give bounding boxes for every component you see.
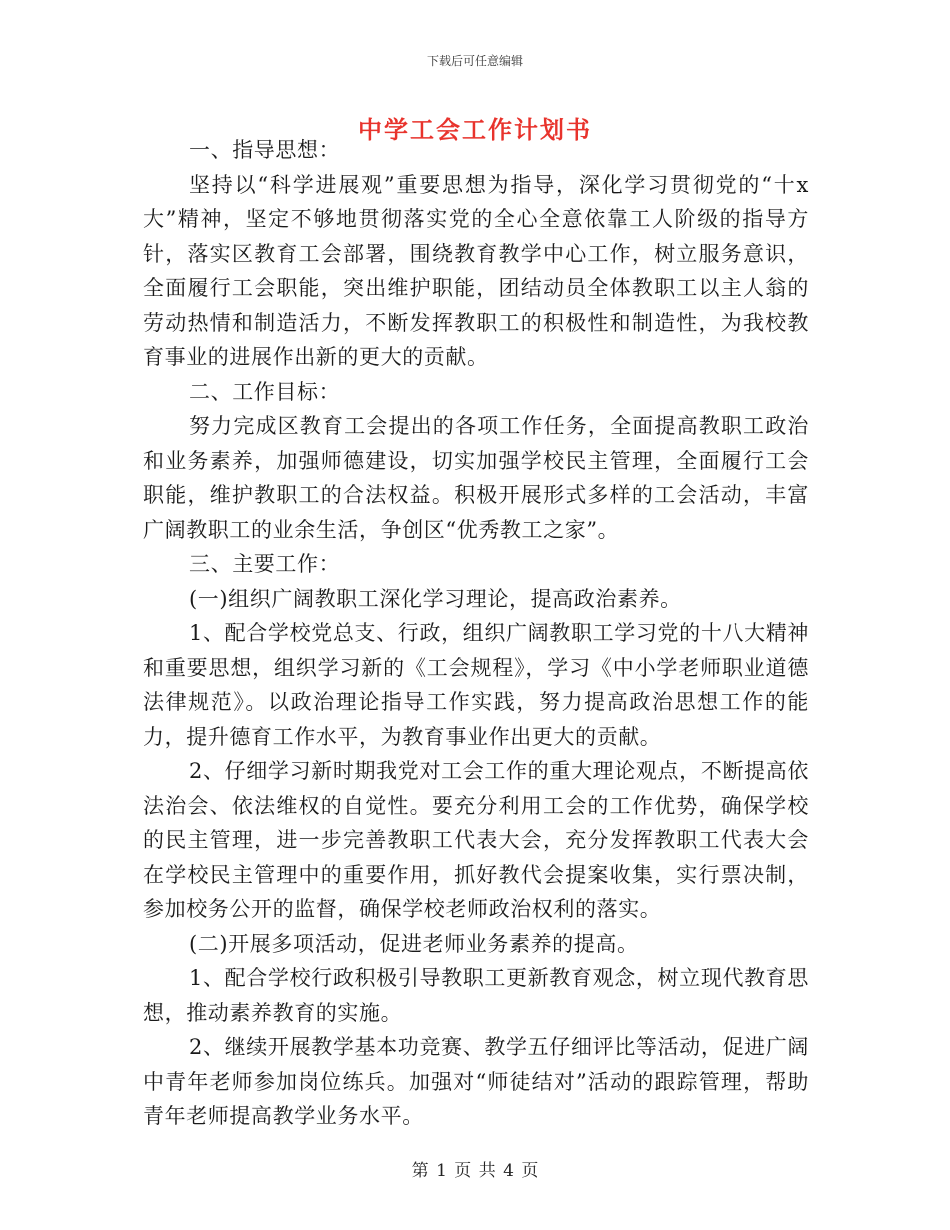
paragraph-theory-study-2: 2、仔细学习新时期我党对工会工作的重大理论观点，不断提高依法治会、依法维权的自觉性。要充分利用工会的工作优势，确保学校的民主管理，进一步完善教职工代表大会，充分发挥教职工代表大会在学校民主管理中的重要作用，抓好教代会提案收集，实行票决制，参加校务公开的监督，确保学校老师政治权利的落实。 <box>143 759 809 921</box>
paragraph-work-goals: 努力完成区教育工会提出的各项工作任务，全面提高教职工政治和业务素养，加强师德建设，切实加强学校民主管理，全面履行工会职能，维护教职工的合法权益。积极开展形式多样的工会活动，丰富广阔教职工的业余生活，争创区“优秀教工之家”。 <box>143 414 809 542</box>
section-heading-main-work: 三、主要工作： <box>189 552 341 576</box>
section-heading-guiding-ideology: 一、指导思想： <box>189 138 341 162</box>
section-heading-work-goals: 二、工作目标： <box>189 379 341 404</box>
document-body <box>143 133 809 1134</box>
paragraph-theory-study-1: 1、配合学校党总支、行政，组织广阔教职工学习党的十八大精神和重要思想，组织学习新的《工会规程》，学习《中小学老师职业道德法律规范》。以政治理论指导工作实践，努力提高政治思想工作的能力，提升德育工作水平，为教育事业作出更大的贡献。 <box>143 621 809 749</box>
page-header-note: 下载后可任意编辑 <box>426 54 523 68</box>
page-footer-number: 第 1 页 共 4 页 <box>411 1161 539 1181</box>
paragraph-activities-2: 2、继续开展教学基本功竞赛、教学五仔细评比等活动，促进广阔中青年老师参加岗位练兵。加强对“师徒结对”活动的跟踪管理，帮助青年老师提高教学业务水平。 <box>143 1035 809 1128</box>
document-title: 中学工会工作计划书 <box>358 115 592 144</box>
subsection-heading-theory-study: (一)组织广阔教职工深化学习理论，提高政治素养。 <box>189 586 682 611</box>
paragraph-activities-1: 1、配合学校行政积极引导教职工更新教育观念，树立现代教育思想，推动素养教育的实施。 <box>143 966 809 1025</box>
paragraph-guiding-ideology: 坚持以“科学进展观”重要思想为指导，深化学习贯彻党的“十x大”精神，坚定不够地贯彻落实党的全心全意依靠工人阶级的指导方针，落实区教育工会部署，围绕教育教学中心工作，树立服务意识，全面履行工会职能，突出维护职能，团结动员全体教职工以主人翁的劳动热情和制造活力，不断发挥教职工的积极性和制造性，为我校教育事业的进展作出新的更大的贡献。 <box>143 172 809 369</box>
subsection-heading-activities: (二)开展多项活动，促进老师业务素养的提高。 <box>189 931 639 956</box>
